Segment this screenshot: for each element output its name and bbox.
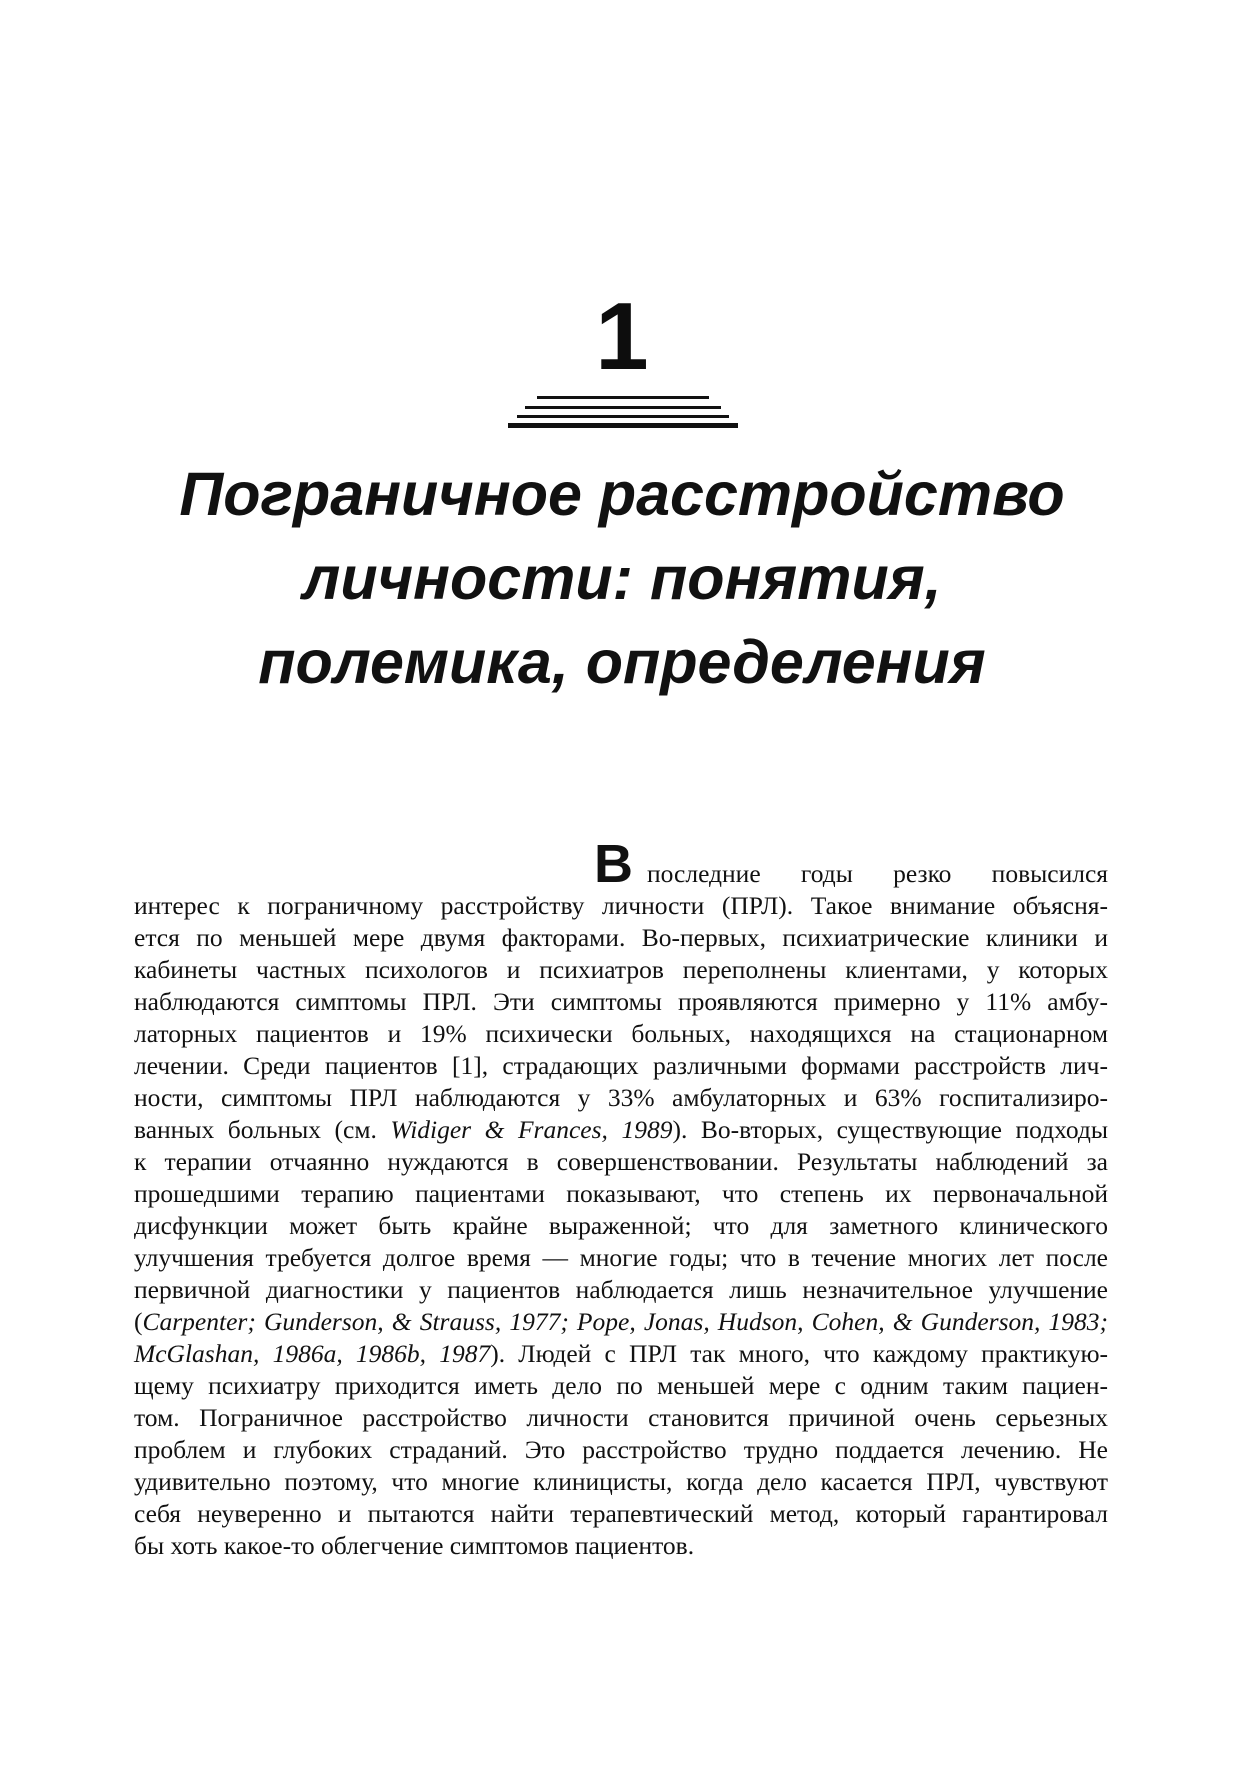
citation-line: [134, 1306, 1108, 1338]
citation: Carpenter; Gunderson, & Strauss, 1977; Pope, Jonas, Hudson, Cohen, & Gunderson, 1983;: [142, 1307, 1108, 1336]
text-fragment: ). Людей с ПРЛ так много, что каждому практикую-: [490, 1339, 1108, 1368]
first-line-text: последние годы резко повысился: [647, 859, 1108, 888]
text-line: ется по меньшей мере двумя факторами. Во-первых, психиатрические клиники и: [134, 923, 1108, 952]
ornament-rule: [517, 415, 729, 418]
text-line: проблем и глубоких страданий. Это расстройство трудно поддается лечению. Не: [134, 1435, 1108, 1464]
first-line: [134, 834, 1108, 894]
citation: Widiger & Frances, 1989: [390, 1115, 673, 1144]
text-line: интерес к пограничному расстройству личности (ПРЛ). Такое внимание объясня-: [134, 891, 1108, 920]
text-line-last: бы хоть какое-то облегчение симптомов пациентов.: [134, 1531, 695, 1560]
text-line: удивительно поэтому, что многие клиницисты, когда дело касается ПРЛ, чувствуют: [134, 1467, 1108, 1496]
ornament-rule: [508, 423, 738, 428]
open-paren: (: [134, 1307, 143, 1336]
text-fragment: ). Во-вторых, существующие подходы: [672, 1115, 1108, 1144]
text-line: щему психиатру приходится иметь дело по меньшей мере с одним таким пациен-: [134, 1371, 1108, 1400]
text-line: улучшения требуется долгое время — многие годы; что в течение многих лет после: [134, 1243, 1108, 1272]
text-line: том. Пограничное расстройство личности становится причиной очень серьезных: [134, 1403, 1108, 1432]
text-line: дисфункции может быть крайне выраженной; что для заметного клинического: [134, 1211, 1108, 1240]
body-paragraph: [134, 834, 1108, 1562]
text-line: прошедшими терапию пациентами показывают, что степень их первоначальной: [134, 1179, 1108, 1208]
chapter-ornament-rules: [508, 392, 738, 426]
chapter-number: 1: [595, 283, 649, 390]
text-line: наблюдаются симптомы ПРЛ. Эти симптомы проявляются примерно у 11% амбу-: [134, 987, 1108, 1016]
ornament-rule: [537, 396, 709, 399]
chapter-title-line: личности: понятия,: [302, 544, 942, 612]
text-line: латорных пациентов и 19% психически больных, находящихся на стационарном: [134, 1019, 1108, 1048]
citation: McGlashan, 1986a, 1986b, 1987: [134, 1339, 491, 1368]
text-line: ности, симптомы ПРЛ наблюдаются у 33% амбулаторных и 63% госпитализиро-: [134, 1083, 1108, 1112]
drop-cap: В: [594, 834, 633, 894]
chapter-title-line: Пограничное расстройство: [179, 460, 1065, 528]
text-line: первичной диагностики у пациентов наблюдается лишь незначительное улучшение: [134, 1275, 1108, 1304]
chapter-title-line: полемика, определения: [258, 628, 986, 696]
text-line-with-citation: [134, 1114, 1108, 1146]
text-line: себя неуверенно и пытаются найти терапевтический метод, который гарантировал: [134, 1499, 1108, 1528]
text-line: к терапии отчаянно нуждаются в совершенствовании. Результаты наблюдений за: [134, 1147, 1108, 1176]
text-line-with-citation: [134, 1338, 1108, 1370]
ornament-rule: [525, 406, 721, 409]
chapter-title: [100, 452, 1144, 704]
text-line: кабинеты частных психологов и психиатров переполнены клиентами, у которых: [134, 955, 1108, 984]
text-fragment: ванных больных (см.: [134, 1115, 391, 1144]
text-line: лечении. Среди пациентов [1], страдающих различными формами расстройств лич-: [134, 1051, 1108, 1080]
